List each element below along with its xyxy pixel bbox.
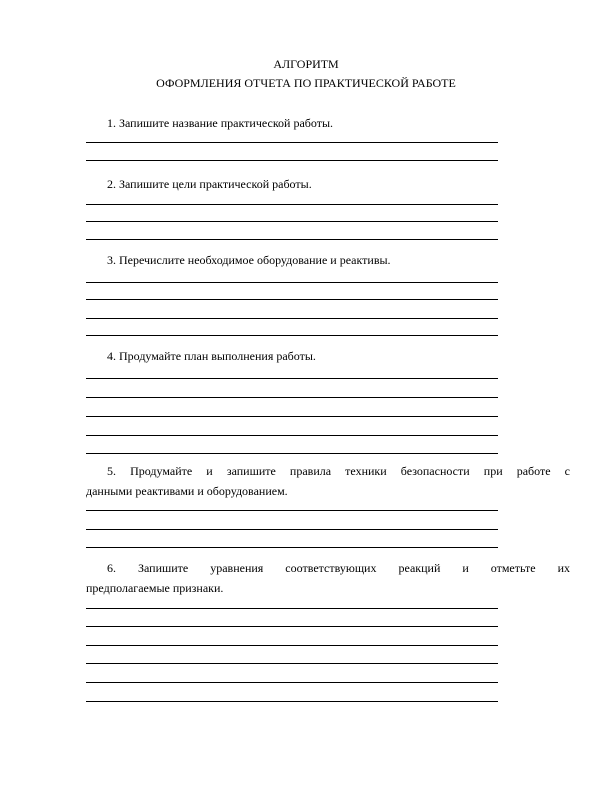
instruction-4: 4. Продумайте план выполнения работы. xyxy=(107,349,316,363)
answer-line[interactable] xyxy=(86,142,498,143)
document-subtitle: ОФОРМЛЕНИЯ ОТЧЕТА ПО ПРАКТИЧЕСКОЙ РАБОТЕ xyxy=(156,76,456,90)
answer-line[interactable] xyxy=(86,160,498,161)
answer-line[interactable] xyxy=(86,221,498,222)
answer-line[interactable] xyxy=(86,318,498,319)
answer-line[interactable] xyxy=(86,626,498,627)
answer-line[interactable] xyxy=(86,378,498,379)
instruction-6-line1: 6. Запишите уравнения соответствующих реакций и отметьте их xyxy=(107,561,570,575)
instruction-1: 1. Запишите название практической работы. xyxy=(107,116,334,130)
answer-line[interactable] xyxy=(86,529,498,530)
answer-line[interactable] xyxy=(86,682,498,683)
answer-line[interactable] xyxy=(86,282,498,283)
answer-line[interactable] xyxy=(86,453,498,454)
answer-line[interactable] xyxy=(86,435,498,436)
answer-line[interactable] xyxy=(86,663,498,664)
instruction-6-line2: предполагаемые признаки. xyxy=(86,581,224,595)
answer-line[interactable] xyxy=(86,397,498,398)
answer-line[interactable] xyxy=(86,645,498,646)
instruction-5-line1: 5. Продумайте и запишите правила техники безопасности при работе с xyxy=(107,464,570,478)
document-title: АЛГОРИТМ xyxy=(273,57,339,71)
answer-line[interactable] xyxy=(86,416,498,417)
instruction-2: 2. Запишите цели практической работы. xyxy=(107,177,312,191)
answer-line[interactable] xyxy=(86,608,498,609)
answer-line[interactable] xyxy=(86,510,498,511)
answer-line[interactable] xyxy=(86,701,498,702)
answer-line[interactable] xyxy=(86,299,498,300)
instruction-3: 3. Перечислите необходимое оборудование и реактивы. xyxy=(107,253,391,267)
answer-line[interactable] xyxy=(86,239,498,240)
answer-line[interactable] xyxy=(86,335,498,336)
answer-line[interactable] xyxy=(86,204,498,205)
answer-line[interactable] xyxy=(86,547,498,548)
instruction-5-line2: данными реактивами и оборудованием. xyxy=(86,484,288,498)
